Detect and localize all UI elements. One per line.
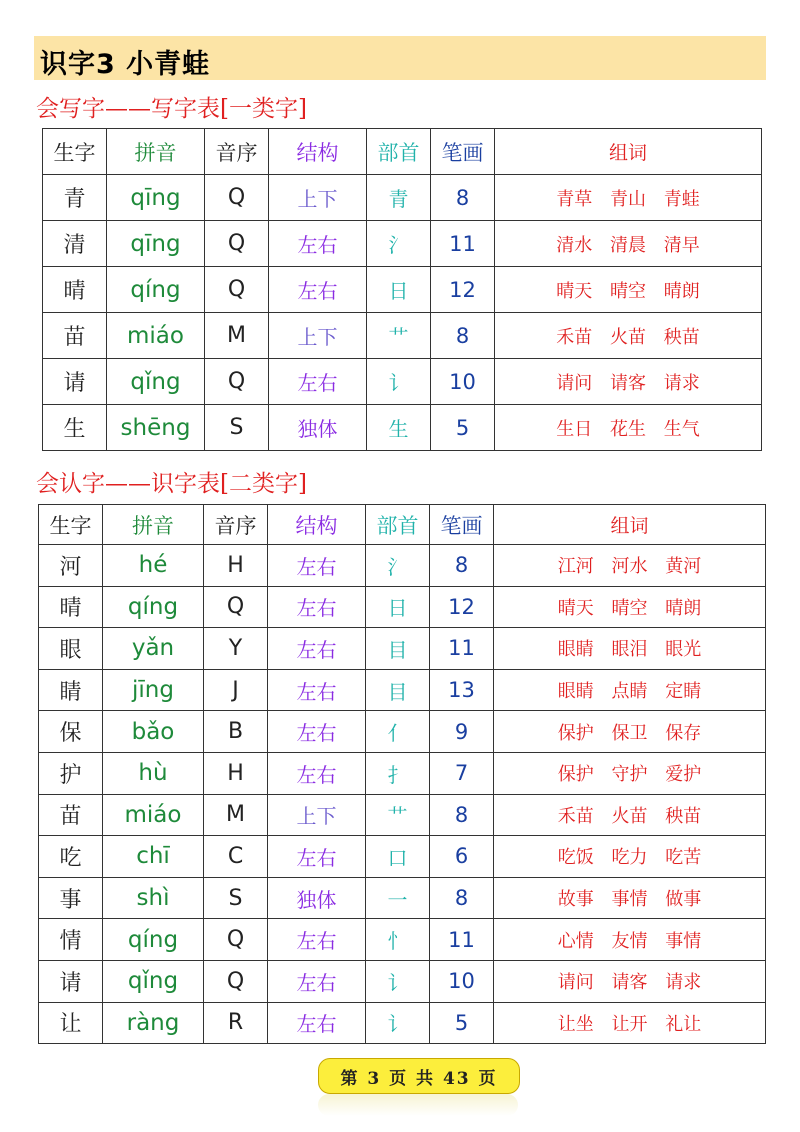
structure-cell: 左右 — [268, 669, 366, 711]
page-number-badge: 第 3 页 共 43 页 — [318, 1058, 520, 1094]
radical-cell: 目 — [366, 628, 430, 670]
table-row — [39, 1002, 766, 1044]
structure-cell: 左右 — [268, 836, 366, 878]
radical-cell: 讠 — [366, 1002, 430, 1044]
strokes-cell: 11 — [431, 221, 495, 267]
strokes-cell: 5 — [431, 405, 495, 451]
structure-cell: 左右 — [268, 919, 366, 961]
structure-cell: 上下 — [268, 794, 366, 836]
order-cell: M — [205, 313, 269, 359]
structure-cell: 左右 — [268, 628, 366, 670]
table-row — [43, 359, 762, 405]
structure-cell: 左右 — [268, 711, 366, 753]
strokes-cell: 5 — [430, 1002, 494, 1044]
char-cell: 生 — [43, 405, 107, 451]
structure-cell: 左右 — [269, 359, 367, 405]
section-heading-writing: 会写字——写字表[一类字] — [36, 96, 307, 122]
words-cell: 眼睛 点睛 定睛 — [494, 669, 766, 711]
structure-cell: 左右 — [268, 545, 366, 587]
order-cell: S — [204, 877, 268, 919]
pinyin-cell: qīng — [107, 175, 205, 221]
strokes-cell: 8 — [431, 175, 495, 221]
strokes-cell: 8 — [430, 877, 494, 919]
order-cell: H — [204, 545, 268, 587]
pinyin-cell: miáo — [107, 313, 205, 359]
pinyin-cell: qǐng — [103, 960, 204, 1002]
header-radical: 部首 — [367, 129, 431, 175]
order-cell: Y — [204, 628, 268, 670]
order-cell: Q — [204, 919, 268, 961]
char-cell: 河 — [39, 545, 103, 587]
radical-cell: 目 — [366, 669, 430, 711]
words-cell: 禾苗 火苗 秧苗 — [495, 313, 762, 359]
words-cell: 青草 青山 青蛙 — [495, 175, 762, 221]
strokes-cell: 8 — [431, 313, 495, 359]
words-cell: 江河 河水 黄河 — [494, 545, 766, 587]
strokes-cell: 12 — [431, 267, 495, 313]
table-row — [43, 267, 762, 313]
section-heading-reading: 会认字——识字表[二类字] — [36, 471, 307, 497]
page-number-badge-reflection — [318, 1094, 518, 1116]
words-cell: 晴天 晴空 晴朗 — [495, 267, 762, 313]
pinyin-cell: qíng — [103, 586, 204, 628]
radical-cell: 扌 — [366, 752, 430, 794]
words-cell: 故事 事情 做事 — [494, 877, 766, 919]
words-cell: 眼睛 眼泪 眼光 — [494, 628, 766, 670]
header-pinyin: 拼音 — [107, 129, 205, 175]
table-row — [39, 960, 766, 1002]
words-cell: 生日 花生 生气 — [495, 405, 762, 451]
header-pinyin: 拼音 — [103, 505, 204, 545]
table-row — [43, 175, 762, 221]
char-cell: 晴 — [39, 586, 103, 628]
header-words: 组词 — [494, 505, 766, 545]
order-cell: M — [204, 794, 268, 836]
strokes-cell: 13 — [430, 669, 494, 711]
structure-cell: 左右 — [268, 586, 366, 628]
structure-cell: 独体 — [268, 877, 366, 919]
pinyin-cell: ràng — [103, 1002, 204, 1044]
table-row — [39, 545, 766, 587]
char-cell: 保 — [39, 711, 103, 753]
order-cell: Q — [205, 175, 269, 221]
pinyin-cell: qíng — [103, 919, 204, 961]
reading-characters-table — [38, 504, 766, 1044]
table-row — [43, 405, 762, 451]
radical-cell: 口 — [366, 836, 430, 878]
radical-cell: 艹 — [366, 794, 430, 836]
words-cell: 心情 友情 事情 — [494, 919, 766, 961]
structure-cell: 独体 — [269, 405, 367, 451]
table-row — [43, 221, 762, 267]
pinyin-cell: shì — [103, 877, 204, 919]
page-title: 识字3 小青蛙 — [40, 49, 211, 80]
char-cell: 晴 — [43, 267, 107, 313]
pinyin-cell: yǎn — [103, 628, 204, 670]
table-row — [39, 711, 766, 753]
strokes-cell: 11 — [430, 628, 494, 670]
radical-cell: 一 — [366, 877, 430, 919]
char-cell: 吃 — [39, 836, 103, 878]
radical-cell: 青 — [367, 175, 431, 221]
strokes-cell: 10 — [430, 960, 494, 1002]
words-cell: 晴天 晴空 晴朗 — [494, 586, 766, 628]
header-order: 音序 — [205, 129, 269, 175]
words-cell: 请问 请客 请求 — [494, 960, 766, 1002]
char-cell: 苗 — [39, 794, 103, 836]
radical-cell: 日 — [366, 586, 430, 628]
table-row — [39, 877, 766, 919]
strokes-cell: 8 — [430, 545, 494, 587]
strokes-cell: 7 — [430, 752, 494, 794]
radical-cell: 生 — [367, 405, 431, 451]
table-row — [39, 586, 766, 628]
header-char: 生字 — [43, 129, 107, 175]
pinyin-cell: chī — [103, 836, 204, 878]
char-cell: 让 — [39, 1002, 103, 1044]
order-cell: B — [204, 711, 268, 753]
pinyin-cell: qíng — [107, 267, 205, 313]
structure-cell: 左右 — [269, 267, 367, 313]
words-cell: 请问 请客 请求 — [495, 359, 762, 405]
char-cell: 睛 — [39, 669, 103, 711]
header-structure: 结构 — [268, 505, 366, 545]
words-cell: 让坐 让开 礼让 — [494, 1002, 766, 1044]
order-cell: Q — [205, 221, 269, 267]
order-cell: Q — [204, 960, 268, 1002]
radical-cell: 忄 — [366, 919, 430, 961]
strokes-cell: 8 — [430, 794, 494, 836]
order-cell: J — [204, 669, 268, 711]
table-row — [39, 919, 766, 961]
order-cell: Q — [205, 267, 269, 313]
pinyin-cell: qǐng — [107, 359, 205, 405]
header-order: 音序 — [204, 505, 268, 545]
structure-cell: 上下 — [269, 175, 367, 221]
strokes-cell: 6 — [430, 836, 494, 878]
order-cell: Q — [204, 586, 268, 628]
words-cell: 吃饭 吃力 吃苦 — [494, 836, 766, 878]
header-strokes: 笔画 — [431, 129, 495, 175]
words-cell: 禾苗 火苗 秧苗 — [494, 794, 766, 836]
order-cell: R — [204, 1002, 268, 1044]
strokes-cell: 9 — [430, 711, 494, 753]
radical-cell: 讠 — [366, 960, 430, 1002]
words-cell: 保护 保卫 保存 — [494, 711, 766, 753]
structure-cell: 上下 — [269, 313, 367, 359]
pinyin-cell: bǎo — [103, 711, 204, 753]
table-row — [39, 794, 766, 836]
radical-cell: 讠 — [367, 359, 431, 405]
order-cell: S — [205, 405, 269, 451]
header-char: 生字 — [39, 505, 103, 545]
header-structure: 结构 — [269, 129, 367, 175]
char-cell: 护 — [39, 752, 103, 794]
char-cell: 情 — [39, 919, 103, 961]
pinyin-cell: hé — [103, 545, 204, 587]
table-header-row — [43, 129, 762, 175]
words-cell: 保护 守护 爱护 — [494, 752, 766, 794]
table-row — [39, 669, 766, 711]
strokes-cell: 11 — [430, 919, 494, 961]
header-strokes: 笔画 — [430, 505, 494, 545]
char-cell: 请 — [39, 960, 103, 1002]
structure-cell: 左右 — [268, 960, 366, 1002]
radical-cell: 日 — [367, 267, 431, 313]
header-radical: 部首 — [366, 505, 430, 545]
structure-cell: 左右 — [269, 221, 367, 267]
pinyin-cell: jīng — [103, 669, 204, 711]
table-header-row — [39, 505, 766, 545]
table-row — [39, 752, 766, 794]
table-row — [43, 313, 762, 359]
pinyin-cell: hù — [103, 752, 204, 794]
char-cell: 青 — [43, 175, 107, 221]
pinyin-cell: shēng — [107, 405, 205, 451]
title-bar — [34, 36, 766, 80]
structure-cell: 左右 — [268, 752, 366, 794]
char-cell: 请 — [43, 359, 107, 405]
words-cell: 清水 清晨 清早 — [495, 221, 762, 267]
radical-cell: 亻 — [366, 711, 430, 753]
structure-cell: 左右 — [268, 1002, 366, 1044]
strokes-cell: 10 — [431, 359, 495, 405]
char-cell: 眼 — [39, 628, 103, 670]
table-row — [39, 628, 766, 670]
pinyin-cell: miáo — [103, 794, 204, 836]
order-cell: C — [204, 836, 268, 878]
pinyin-cell: qīng — [107, 221, 205, 267]
char-cell: 清 — [43, 221, 107, 267]
radical-cell: 氵 — [366, 545, 430, 587]
header-words: 组词 — [495, 129, 762, 175]
writing-characters-table — [42, 128, 762, 451]
char-cell: 苗 — [43, 313, 107, 359]
table-row — [39, 836, 766, 878]
char-cell: 事 — [39, 877, 103, 919]
order-cell: Q — [205, 359, 269, 405]
radical-cell: 氵 — [367, 221, 431, 267]
order-cell: H — [204, 752, 268, 794]
strokes-cell: 12 — [430, 586, 494, 628]
radical-cell: 艹 — [367, 313, 431, 359]
